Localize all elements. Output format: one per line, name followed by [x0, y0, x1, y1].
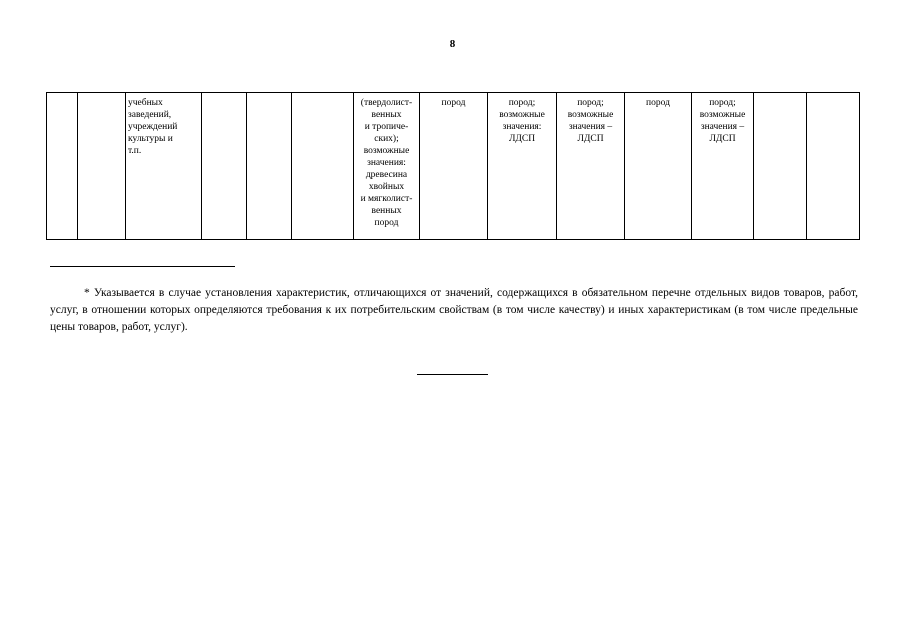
page-number: 8: [449, 38, 456, 50]
table-cell-6: [292, 93, 354, 240]
table-cell-9: [488, 93, 557, 240]
footnote-separator: [50, 266, 235, 267]
cell-text-line: т.п.: [128, 146, 142, 156]
cell-text-line: пород: [441, 98, 466, 108]
cell-text-line: ЛДСП: [577, 134, 604, 144]
table-cell-2: [78, 93, 126, 240]
end-of-page-rule: [417, 374, 488, 375]
cell-text-line: возможные: [699, 110, 746, 120]
cell-text-line: ЛДСП: [508, 134, 536, 144]
cell-text-line: пород;: [577, 98, 604, 108]
cell-text-line: значения:: [502, 122, 542, 132]
cell-text-line: венных: [371, 110, 402, 120]
table-cell-7: [354, 93, 420, 240]
cell-text-line: культуры и: [128, 134, 173, 144]
cell-text-line: возможные: [499, 110, 545, 120]
cell-text-line: возможные: [363, 146, 410, 156]
cell-text-line: (твердолист-: [360, 98, 413, 108]
cell-text-line: и мягколист-: [360, 194, 413, 204]
cell-text-line: значения –: [700, 122, 745, 132]
cell-text-line: пород: [646, 98, 670, 108]
footnote-text: * Указывается в случае установления характеристик, отличающихся от значений, содержащихся в обязательном перечне отдельных видов товаров, работ, услуг, в отношении которых определяются требования к их потребительским свойствам (в том числе качеству) и иных характеристикам (в том числе предельные цены товаров, работ, услуг).: [50, 287, 858, 333]
cell-text-line: учреждений: [128, 122, 178, 132]
cell-text-line: значения –: [568, 122, 613, 132]
table-cell-5: [247, 93, 292, 240]
cell-text-line: учебных: [128, 98, 163, 108]
cell-text-line: и тропиче-: [364, 122, 409, 132]
cell-text-line: ЛДСП: [709, 134, 736, 144]
table-cell-1: [47, 93, 78, 240]
cell-text-line: заведений,: [128, 110, 172, 120]
cell-text-line: ских);: [374, 134, 399, 144]
table-cell-12: [692, 93, 754, 240]
cell-text-line: пород: [374, 218, 399, 228]
table-cell-14: [807, 93, 860, 240]
table-cell-10: [557, 93, 625, 240]
cell-text-line: пород;: [709, 98, 736, 108]
characteristics-table: [46, 92, 860, 240]
cell-text-line: древесина: [365, 170, 408, 180]
table-cell-4: [202, 93, 247, 240]
table-cell-13: [754, 93, 807, 240]
table-cell-8: [420, 93, 488, 240]
cell-text-line: хвойных: [368, 182, 405, 192]
cell-text-line: венных: [371, 206, 402, 216]
cell-text-line: значения:: [367, 158, 406, 168]
table-row: [47, 93, 860, 240]
cell-text-line: пород;: [508, 98, 536, 108]
table-cell-11: [625, 93, 692, 240]
table-cell-3: [126, 93, 202, 240]
cell-text-line: возможные: [567, 110, 614, 120]
